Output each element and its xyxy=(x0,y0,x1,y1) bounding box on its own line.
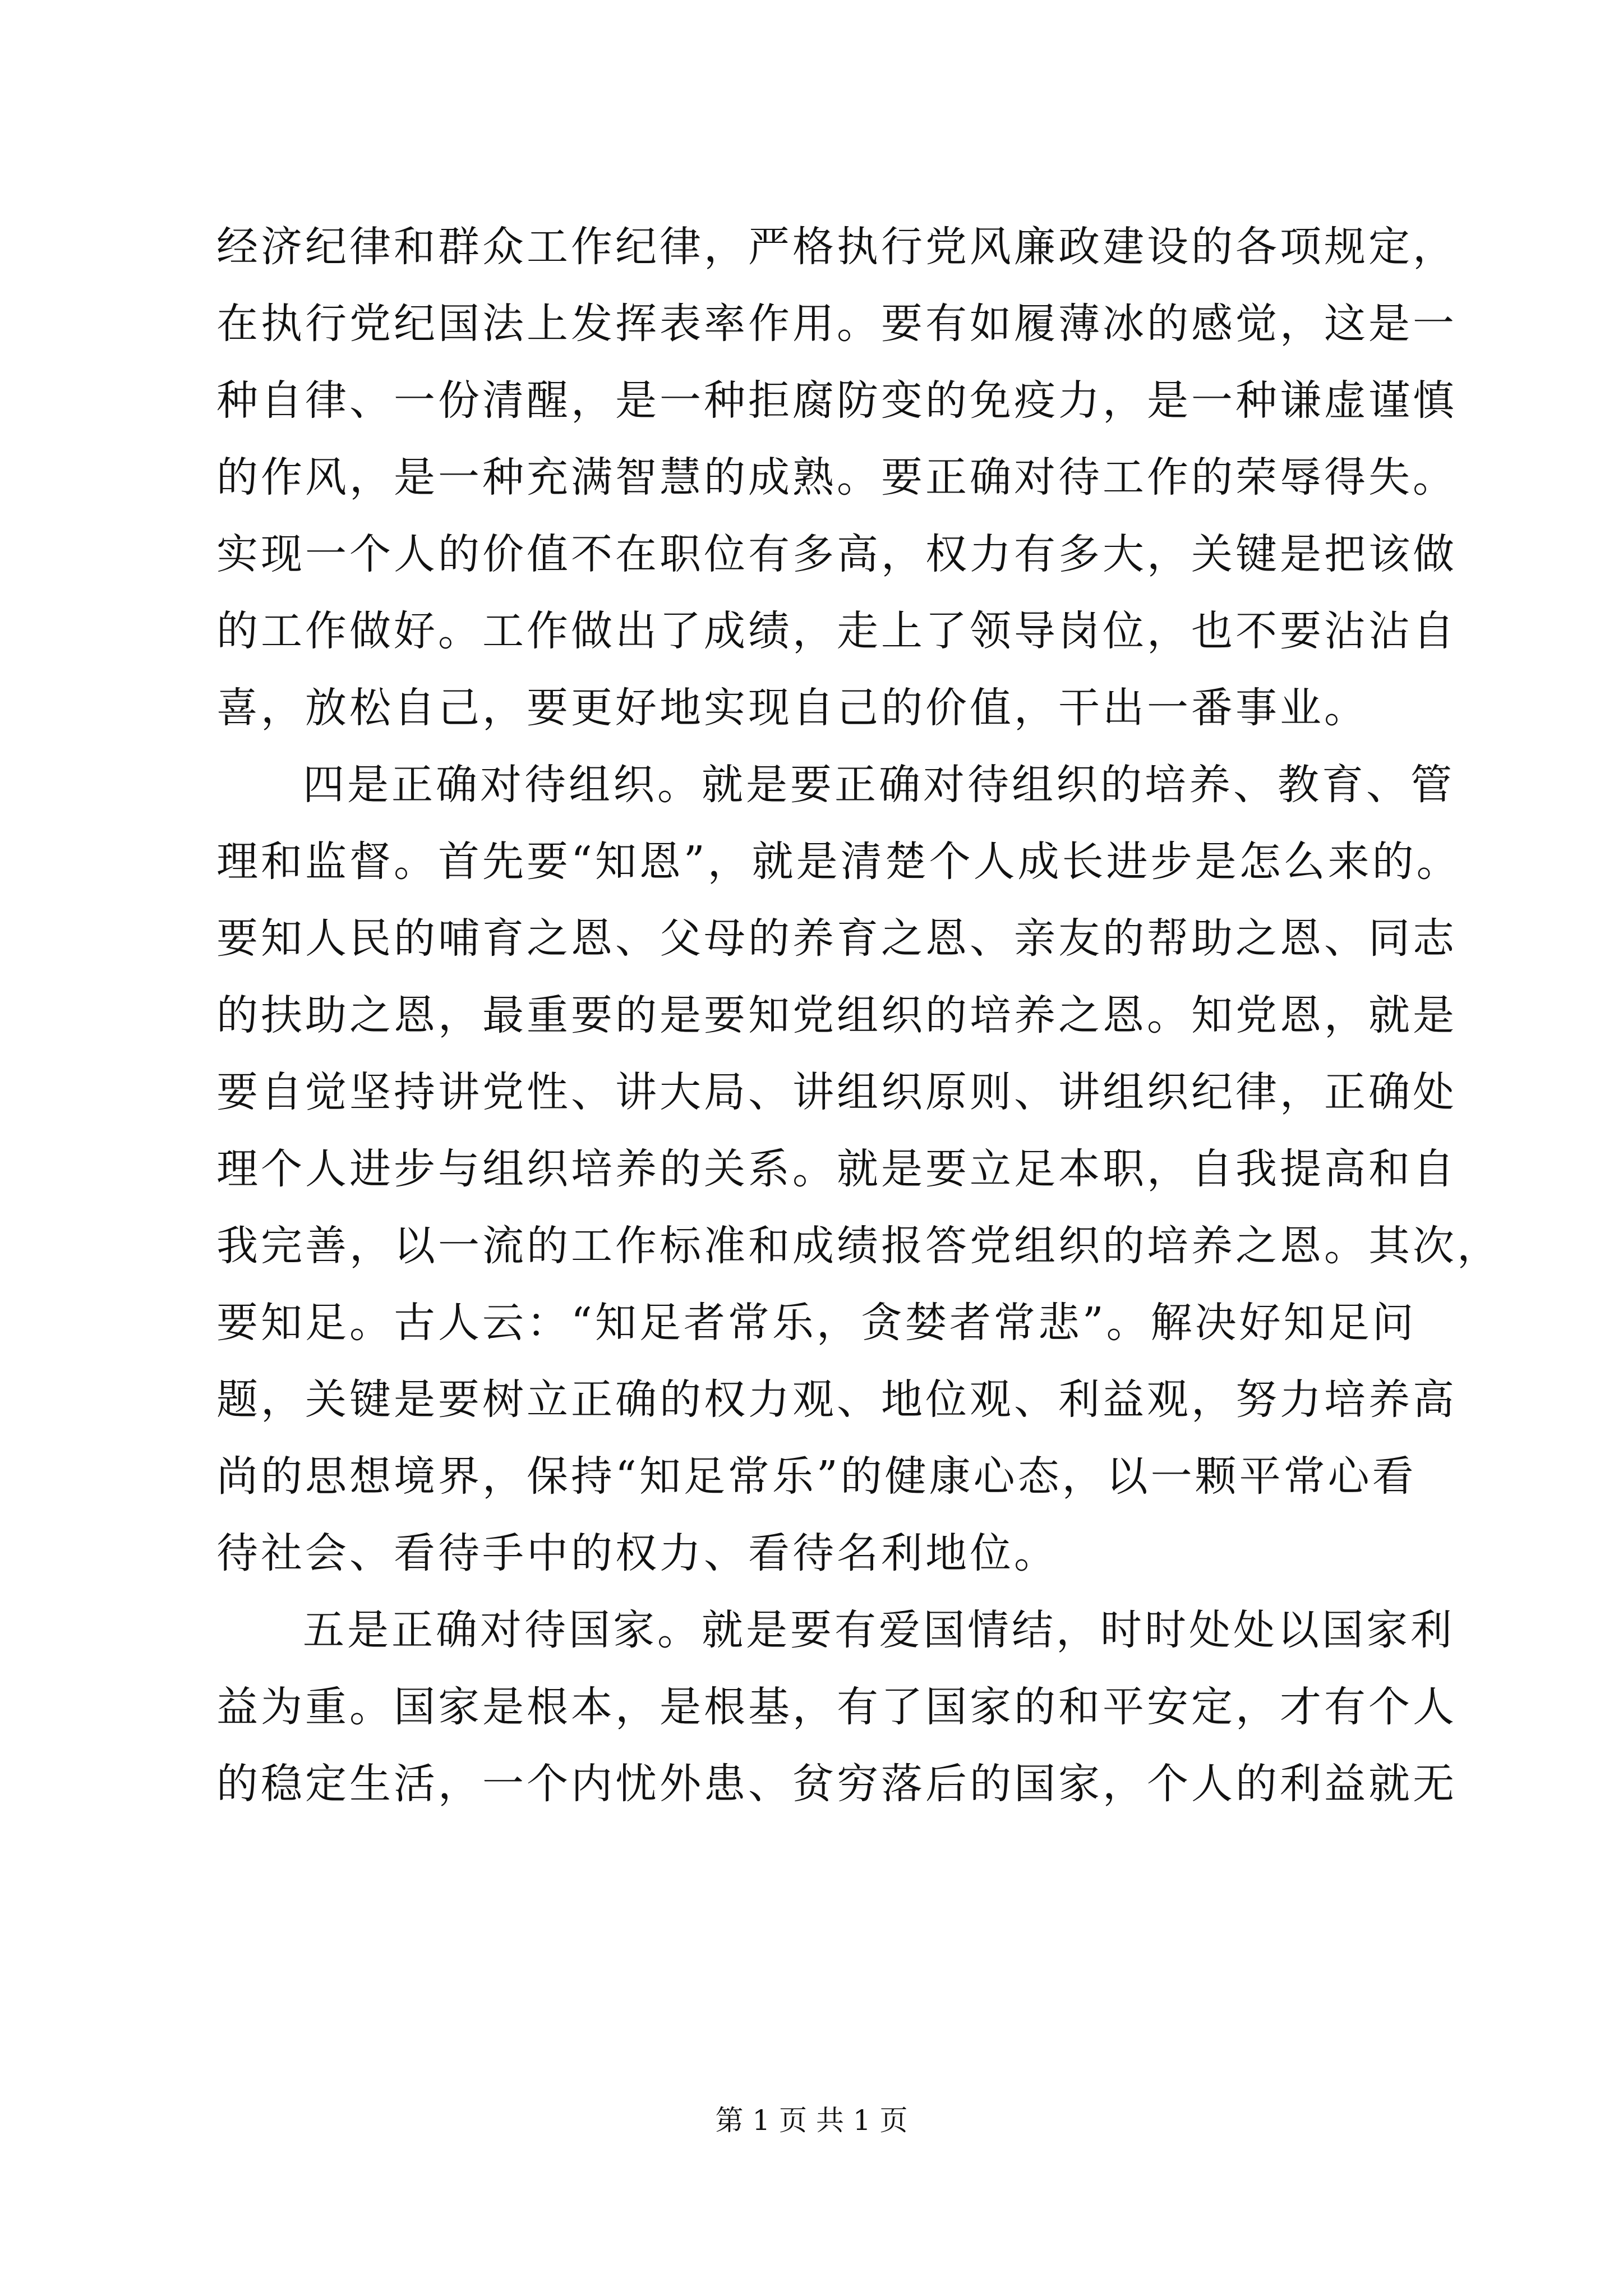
paragraph-start-line: 四是正确对待组织。就是要正确对待组织的培养、教育、管 xyxy=(303,761,1455,809)
text-line: 在执行党纪国法上发挥表率作用。要有如履薄冰的感觉，这是一 xyxy=(216,300,1457,348)
text-line: 尚的思想境界，保持“知足常乐”的健康心态，以一颗平常心看 xyxy=(216,1452,1417,1501)
text-line: 种自律、一份清醒，是一种拒腐防变的免疫力，是一种谦虚谨慎 xyxy=(216,376,1457,425)
page-number: 第 1 页 共 1 页 xyxy=(715,2104,908,2137)
text-line: 的扶助之恩，最重要的是要知党组织的培养之恩。知党恩，就是 xyxy=(216,991,1457,1039)
text-line: 益为重。国家是根本，是根基，有了国家的和平安定，才有个人 xyxy=(216,1683,1457,1731)
text-line: 的作风，是一种充满智慧的成熟。要正确对待工作的荣辱得失。 xyxy=(216,453,1457,501)
text-line: 要知人民的哺育之恩、父母的养育之恩、亲友的帮助之恩、同志 xyxy=(216,914,1457,963)
paragraph-start-line: 五是正确对待国家。就是要有爱国情结，时时处处以国家利 xyxy=(303,1606,1455,1654)
page-footer xyxy=(0,2101,1623,2140)
text-line: 的稳定生活，一个内忧外患、贫穷落后的国家，个人的利益就无 xyxy=(216,1760,1457,1808)
text-line: 题，关键是要树立正确的权力观、地位观、利益观，努力培养高 xyxy=(216,1375,1457,1424)
body-text xyxy=(216,209,1501,1823)
text-line: 要知足。古人云：“知足者常乐，贪婪者常悲”。解决好知足问 xyxy=(216,1299,1417,1347)
text-line: 喜，放松自己，要更好地实现自己的价值，干出一番事业。 xyxy=(216,684,1368,732)
text-line: 理和监督。首先要“知恩”，就是清楚个人成长进步是怎么来的。 xyxy=(216,838,1461,886)
text-line: 待社会、看待手中的权力、看待名利地位。 xyxy=(216,1529,1058,1577)
text-line: 实现一个人的价值不在职位有多高，权力有多大，关键是把该做 xyxy=(216,530,1457,578)
text-line: 我完善，以一流的工作标准和成绩报答党组织的培养之恩。其次， xyxy=(216,1222,1501,1270)
text-line: 的工作做好。工作做出了成绩，走上了领导岗位，也不要沾沾自 xyxy=(216,607,1457,655)
text-line: 理个人进步与组织培养的关系。就是要立足本职，自我提高和自 xyxy=(216,1145,1457,1193)
text-line: 要自觉坚持讲党性、讲大局、讲组织原则、讲组织纪律，正确处 xyxy=(216,1068,1457,1116)
text-line: 经济纪律和群众工作纪律，严格执行党风廉政建设的各项规定， xyxy=(216,223,1457,271)
